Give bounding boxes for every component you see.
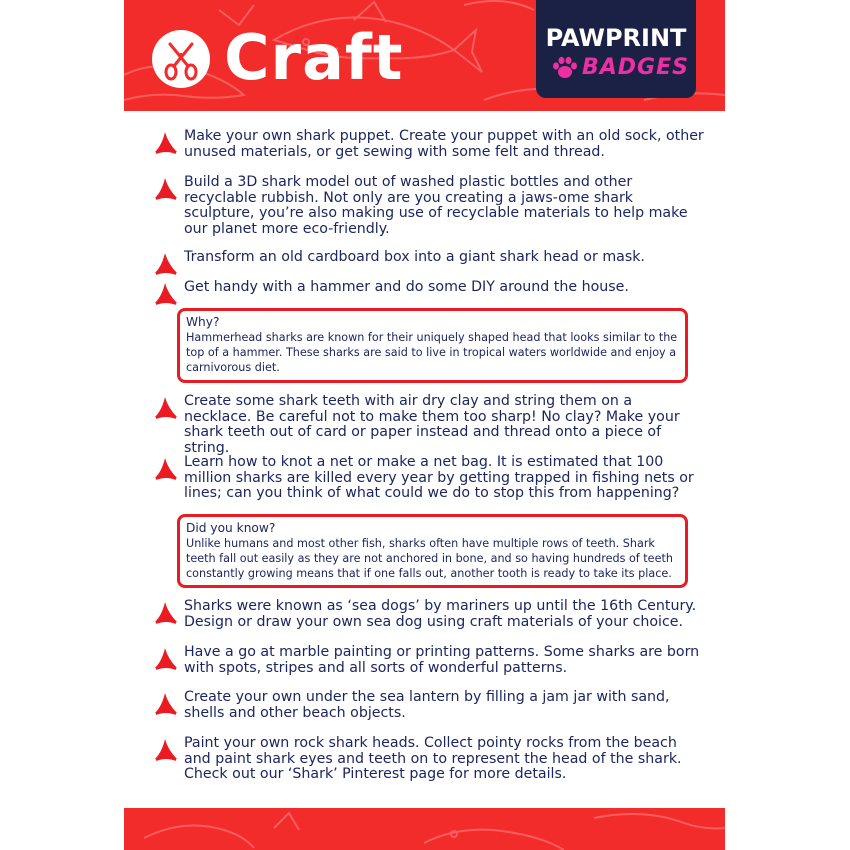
logo-line-pawprint: PAWPRINT bbox=[545, 24, 687, 52]
shark-fin-icon bbox=[154, 177, 178, 201]
why-callout-title: Why? bbox=[186, 315, 220, 329]
list-item-text: Create your own under the sea lantern by filling a jam jar with sand, shells and other beach objects. bbox=[184, 689, 670, 721]
list-item-text: Create some shark teeth with air dry clay and string them on a necklace. Be careful not to make them too sharp! No clay? Make your shark teeth out of card or paper instead and thread onto a piece of string. bbox=[184, 393, 680, 456]
pawprint-badges-logo bbox=[536, 0, 696, 98]
logo-text-badges: BADGES bbox=[582, 55, 689, 80]
logo-line-badges bbox=[552, 54, 689, 82]
list-item-text: Sharks were known as ‘sea dogs’ by mariners up until the 16th Century. Design or draw your own sea dog using craft materials of your choice. bbox=[184, 598, 697, 630]
list-item-text: Paint your own rock shark heads. Collect pointy rocks from the beach and paint shark eyes and teeth on to represent the head of the shark. Check out our ‘Shark’ Pinterest page for more details. bbox=[184, 735, 682, 783]
why-callout-text: Hammerhead sharks are known for their uniquely shaped head that looks similar to the top of a hammer. These sharks are said to live in tropical waters worldwide and enjoy a carnivorous diet. bbox=[186, 331, 678, 374]
list-item-text: Get handy with a hammer and do some DIY around the house. bbox=[184, 279, 629, 295]
header-banner bbox=[124, 0, 725, 111]
shark-fin-icon bbox=[154, 396, 178, 420]
shark-fin-icon bbox=[154, 131, 178, 155]
did-you-know-callout-text: Unlike humans and most other fish, sharks often have multiple rows of teeth. Shark teeth fall out easily as they are not anchored in bone, and so having hundreds of teeth constantly growing means that if one falls out, another tooth is ready to take its place. bbox=[186, 537, 673, 580]
footer-banner bbox=[124, 808, 725, 850]
shark-fin-icon bbox=[154, 457, 178, 481]
list-item-text: Make your own shark puppet. Create your puppet with an old sock, other unused materials, or get sewing with some felt and thread. bbox=[184, 128, 704, 160]
why-callout-box bbox=[177, 308, 688, 383]
craft-activity-sheet bbox=[124, 0, 725, 850]
paw-icon bbox=[552, 56, 578, 80]
list-item-text: Build a 3D shark model out of washed plastic bottles and other recyclable rubbish. Not only are you creating a jaws-ome shark sculpture, you’re also making use of recyclable materials to help make our planet more eco-friendly. bbox=[184, 174, 688, 237]
scissors-badge bbox=[152, 30, 210, 88]
list-item-text: Transform an old cardboard box into a giant shark head or mask. bbox=[184, 249, 645, 265]
shark-fin-icon bbox=[154, 692, 178, 716]
shark-fin-icon bbox=[154, 738, 178, 762]
shark-fin-icon bbox=[154, 282, 178, 306]
list-item-text: Learn how to knot a net or make a net bag. It is estimated that 100 million sharks are killed every year by getting trapped in fishing nets or lines; can you think of what could we do to stop this from happening? bbox=[184, 454, 694, 502]
scissors-icon bbox=[152, 30, 210, 88]
list-item-text: Have a go at marble painting or printing patterns. Some sharks are born with spots, stripes and all sorts of wonderful patterns. bbox=[184, 644, 700, 676]
did-you-know-callout-box bbox=[177, 514, 688, 588]
shark-fin-icon bbox=[154, 647, 178, 671]
shark-outline-decoration-icon bbox=[124, 808, 725, 850]
shark-fin-icon bbox=[154, 252, 178, 276]
did-you-know-callout-title: Did you know? bbox=[186, 521, 276, 535]
shark-fin-icon bbox=[154, 601, 178, 625]
page-title: Craft bbox=[224, 21, 404, 94]
